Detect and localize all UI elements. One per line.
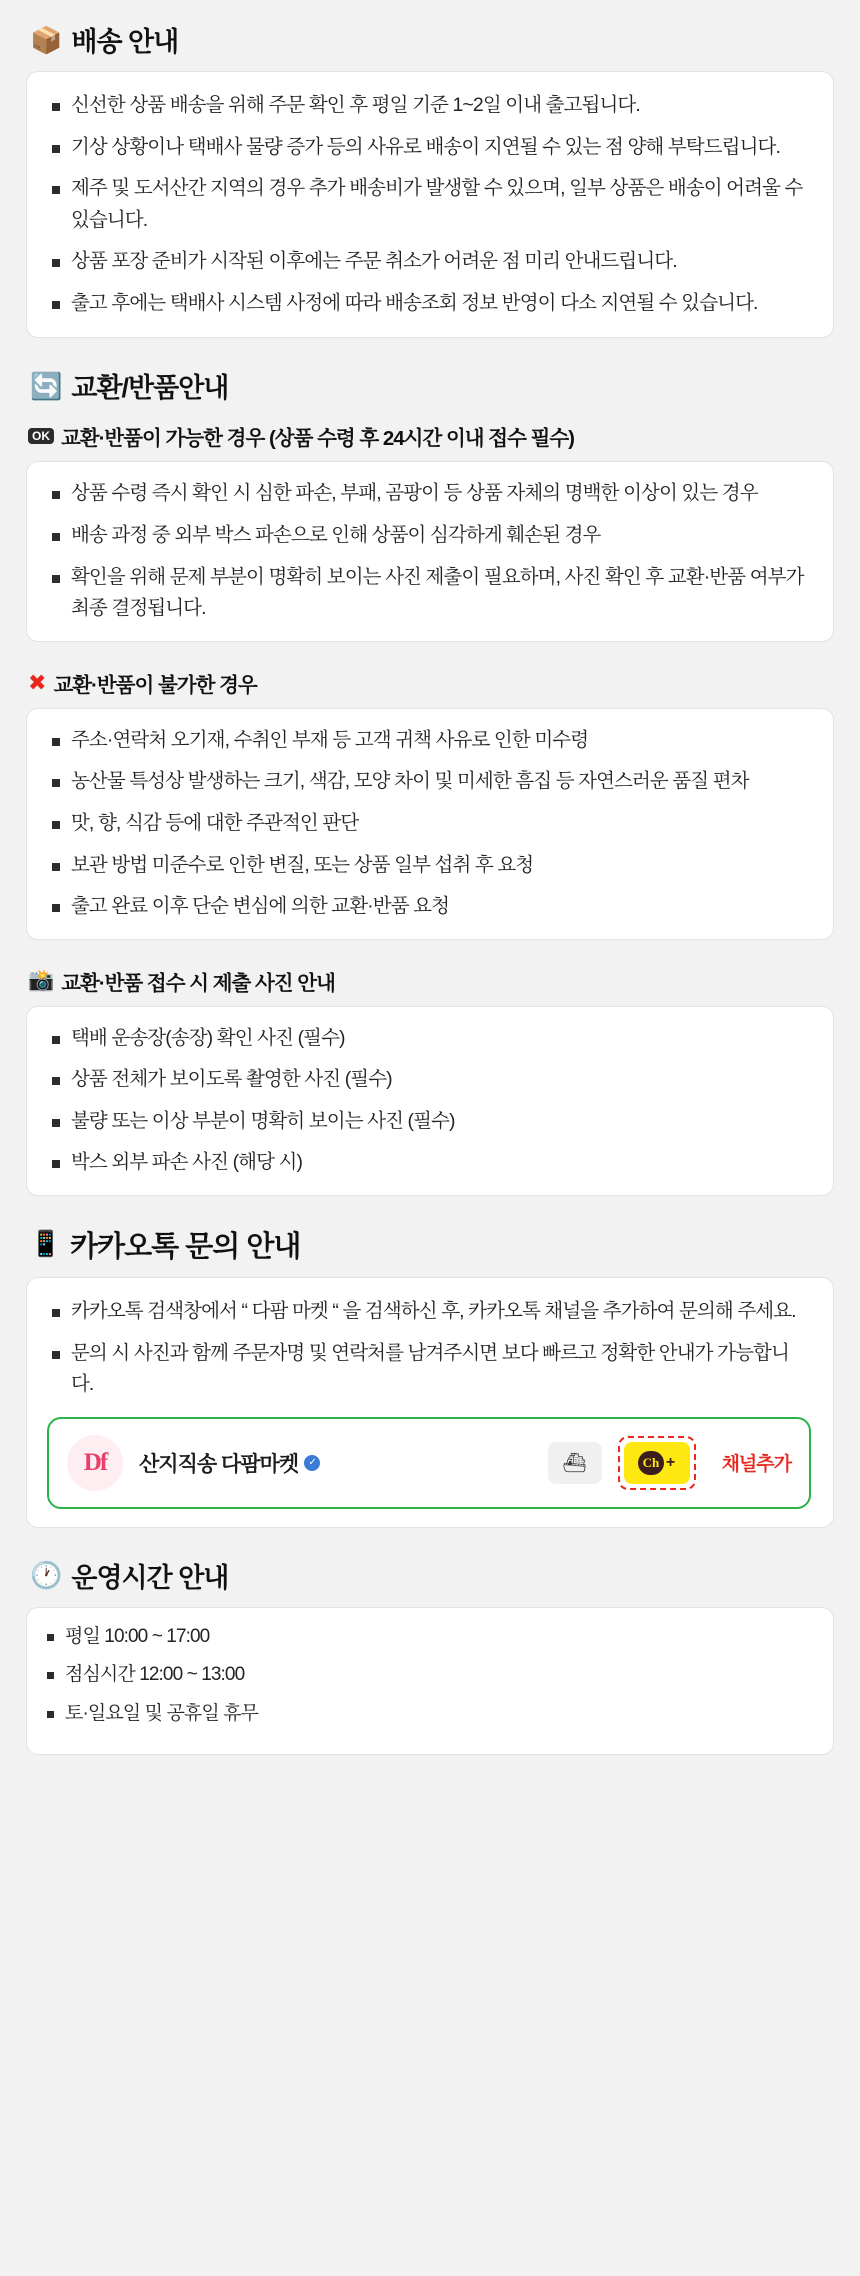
exchange-photos-card xyxy=(26,1006,834,1196)
list-item: 출고 후에는 택배사 시스템 사정에 따라 배송조회 정보 반영이 다소 지연될 수 있습니다. xyxy=(47,288,811,320)
exchange-possible-list xyxy=(47,478,813,624)
shipping-title: 배송 안내 xyxy=(71,27,179,57)
list-item: 카카오톡 검색창에서 “ 다팜 마켓 “ 을 검색하신 후, 카카오톡 채널을 추가하여 문의해 주세요. xyxy=(47,1296,811,1328)
hours-section xyxy=(26,1554,834,1755)
exchange-photos-block xyxy=(26,966,834,1196)
share-icon[interactable]: ⛴ xyxy=(548,1442,602,1484)
hours-card xyxy=(26,1607,834,1755)
list-item: 농산물 특성상 발생하는 크기, 색감, 모양 차이 및 미세한 흠집 등 자연스러운 품질 편차 xyxy=(47,766,813,798)
list-item: 신선한 상품 배송을 위해 주문 확인 후 평일 기준 1~2일 이내 출고됩니다. xyxy=(47,90,811,122)
exchange-impossible-heading xyxy=(28,668,834,698)
plus-icon: + xyxy=(665,1453,676,1471)
exchange-photos-list xyxy=(47,1023,813,1179)
hours-heading xyxy=(26,1554,834,1607)
list-item: 배송 과정 중 외부 박스 파손으로 인해 상품이 심각하게 훼손된 경우 xyxy=(47,520,813,552)
list-item: 상품 포장 준비가 시작된 이후에는 주문 취소가 어려운 점 미리 안내드립니다. xyxy=(47,246,811,278)
shipping-section xyxy=(26,18,834,338)
channel-name-row xyxy=(139,1448,532,1478)
exchange-impossible-list xyxy=(47,725,813,923)
channel-logo-text: Df xyxy=(83,1448,107,1476)
exchange-section xyxy=(26,364,834,1196)
list-item: 상품 수령 즉시 확인 시 심한 파손, 부패, 곰팡이 등 상품 자체의 명백한 이상이 있는 경우 xyxy=(47,478,813,510)
verified-badge-icon: ✓ xyxy=(304,1455,320,1471)
channel-logo-icon xyxy=(67,1435,123,1491)
camera-icon: 📸 xyxy=(28,969,55,993)
list-item: 확인을 위해 문제 부분이 명확히 보이는 사진 제출이 필요하며, 사진 확인 후 교환·반품 여부가 최종 결정됩니다. xyxy=(47,562,813,625)
exchange-possible-block xyxy=(26,421,834,641)
add-channel-highlight xyxy=(618,1436,696,1490)
kakao-bubble-icon: Ch xyxy=(638,1451,664,1475)
package-icon: 📦 xyxy=(30,24,63,55)
add-channel-button[interactable] xyxy=(624,1442,690,1484)
ok-badge-icon: OK xyxy=(28,428,54,444)
list-item: 보관 방법 미준수로 인한 변질, 또는 상품 일부 섭취 후 요청 xyxy=(47,850,813,882)
list-item: 제주 및 도서산간 지역의 경우 추가 배송비가 발생할 수 있으며, 일부 상품은 배송이 어려울 수 있습니다. xyxy=(47,173,811,236)
list-item: 상품 전체가 보이도록 촬영한 사진 (필수) xyxy=(47,1064,813,1096)
exchange-photos-title: 교환·반품 접수 시 제출 사진 안내 xyxy=(61,971,335,995)
list-item: 출고 완료 이후 단순 변심에 의한 교환·반품 요청 xyxy=(47,891,813,923)
clock-icon: 🕐 xyxy=(30,1560,63,1591)
shipping-list xyxy=(47,90,811,319)
exchange-photos-heading xyxy=(28,966,834,996)
list-item: 점심시간 12:00 ~ 13:00 xyxy=(45,1660,813,1691)
shipping-card xyxy=(26,71,834,338)
list-item: 평일 10:00 ~ 17:00 xyxy=(45,1622,813,1653)
exchange-impossible-block xyxy=(26,668,834,940)
exchange-title: 교환/반품안내 xyxy=(71,373,229,404)
exchange-impossible-title: 교환·반품이 불가한 경우 xyxy=(53,673,257,697)
kakao-section xyxy=(26,1222,834,1528)
list-item: 기상 상황이나 택배사 물량 증가 등의 사유로 배송이 지연될 수 있는 점 양해 부탁드립니다. xyxy=(47,132,811,164)
list-item: 맛, 향, 식감 등에 대한 주관적인 판단 xyxy=(47,808,813,840)
kakao-title: 카카오톡 문의 안내 xyxy=(70,1230,301,1263)
refresh-icon: 🔄 xyxy=(30,370,63,401)
channel-name: 산지직송 다팜마켓 xyxy=(139,1452,299,1476)
hours-title: 운영시간 안내 xyxy=(71,1562,229,1593)
exchange-possible-title: 교환·반품이 가능한 경우 (상품 수령 후 24시간 이내 접수 필수) xyxy=(61,427,575,451)
mobile-phone-icon: 📱 xyxy=(30,1229,62,1258)
exchange-possible-heading xyxy=(28,421,834,451)
hours-list xyxy=(45,1622,813,1730)
kakao-card xyxy=(26,1277,834,1528)
list-item: 문의 시 사진과 함께 주문자명 및 연락처를 남겨주시면 보다 빠르고 정확한 안내가 가능합니다. xyxy=(47,1338,811,1401)
kakao-heading xyxy=(26,1222,834,1277)
add-channel-label: 채널추가 xyxy=(721,1454,791,1476)
list-item: 택배 운송장(송장) 확인 사진 (필수) xyxy=(47,1023,813,1055)
list-item: 불량 또는 이상 부분이 명확히 보이는 사진 (필수) xyxy=(47,1106,813,1138)
exchange-impossible-card xyxy=(26,708,834,940)
x-mark-icon: ✖ xyxy=(28,669,47,695)
kakao-list xyxy=(47,1296,811,1401)
list-item: 주소·연락처 오기재, 수취인 부재 등 고객 귀책 사유로 인한 미수령 xyxy=(47,725,813,757)
exchange-heading xyxy=(26,364,834,417)
kakao-channel-card[interactable] xyxy=(47,1417,811,1509)
shipping-heading xyxy=(26,18,834,71)
list-item: 박스 외부 파손 사진 (해당 시) xyxy=(47,1147,813,1179)
exchange-possible-card xyxy=(26,461,834,641)
list-item: 토·일요일 및 공휴일 휴무 xyxy=(45,1699,813,1730)
